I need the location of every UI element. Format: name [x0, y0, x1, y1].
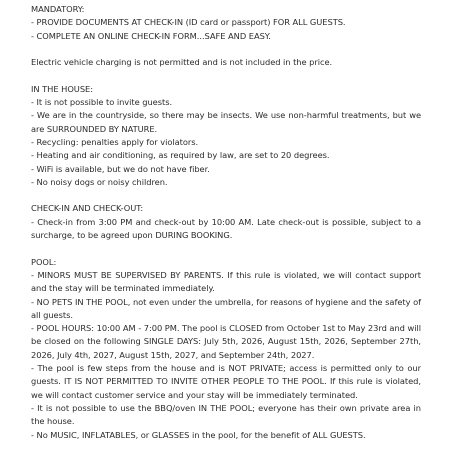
house-rule: - It is not possible to invite guests.	[31, 97, 173, 108]
pool-rule: - MINORS MUST BE SUPERVISED BY PARENTS. If this rule is violated, we will contact support and the stay will be terminated immediately.	[31, 269, 421, 294]
pool-rule: - NO PETS IN THE POOL, not even under the umbrella, for reasons of hygiene and the safety of all guests.	[31, 296, 421, 320]
pool-rule: - It is not possible to use the BBQ/oven IN THE POOL; everyone has their own private area in the house.	[31, 402, 421, 427]
mandatory-heading: MANDATORY:	[31, 4, 85, 14]
mandatory-section	[31, 3, 421, 43]
mandatory-item: - COMPLETE AN ONLINE CHECK-IN FORM...SAFE AND EASY.	[31, 30, 271, 41]
pool-rule: - The pool is few steps from the house and is NOT PRIVATE; access is permitted only to our guests. IT IS NOT PERMITTED TO INVITE OTHER PEOPLE TO THE POOL. If this rule is violated, we will contact customer service and your stay will be immediately terminated.	[31, 363, 421, 400]
checkin-section	[31, 202, 421, 242]
mandatory-item: - PROVIDE DOCUMENTS AT CHECK-IN (ID card or passport) FOR ALL GUESTS.	[31, 17, 346, 28]
checkin-heading: CHECK-IN AND CHECK-OUT:	[31, 203, 144, 214]
house-section	[31, 83, 421, 189]
pool-heading: POOL:	[31, 256, 57, 267]
pool-rule: - POOL HOURS: 10:00 AM - 7:00 PM. The pool is CLOSED from October 1st to May 23rd and will be closed on the following SINGLE DAYS: July 5th, 2026, August 15th, 2026, September 27th, 2026, July 4th, 2027, August 15th, 2027, and September 24th, 2027.	[31, 323, 421, 360]
house-rule: - WiFi is available, but we do not have fiber.	[31, 163, 210, 174]
ev-charging-section	[31, 56, 421, 69]
house-rule: - Recycling: penalties apply for violators.	[31, 136, 199, 147]
house-rule: - Heating and air conditioning, as required by law, are set to 20 degrees.	[31, 150, 330, 161]
pool-section	[31, 256, 421, 442]
house-rules-document	[31, 3, 421, 455]
pool-rule: - No MUSIC, INFLATABLES, or GLASSES in the pool, for the benefit of ALL GUESTS.	[31, 429, 366, 440]
house-rule: - No noisy dogs or noisy children.	[31, 176, 168, 187]
checkin-rule: - Check-in from 3:00 PM and check-out by 10:00 AM. Late check-out is possible, subject to a surcharge, to be agreed upon DURING BOOKING.	[31, 216, 421, 241]
ev-charging-note: Electric vehicle charging is not permitted and is not included in the price.	[31, 57, 333, 68]
house-heading: IN THE HOUSE:	[31, 83, 93, 94]
house-rule: - We are in the countryside, so there may be insects. We use non-harmful treatments, but we are SURROUNDED BY NATURE.	[31, 110, 421, 134]
